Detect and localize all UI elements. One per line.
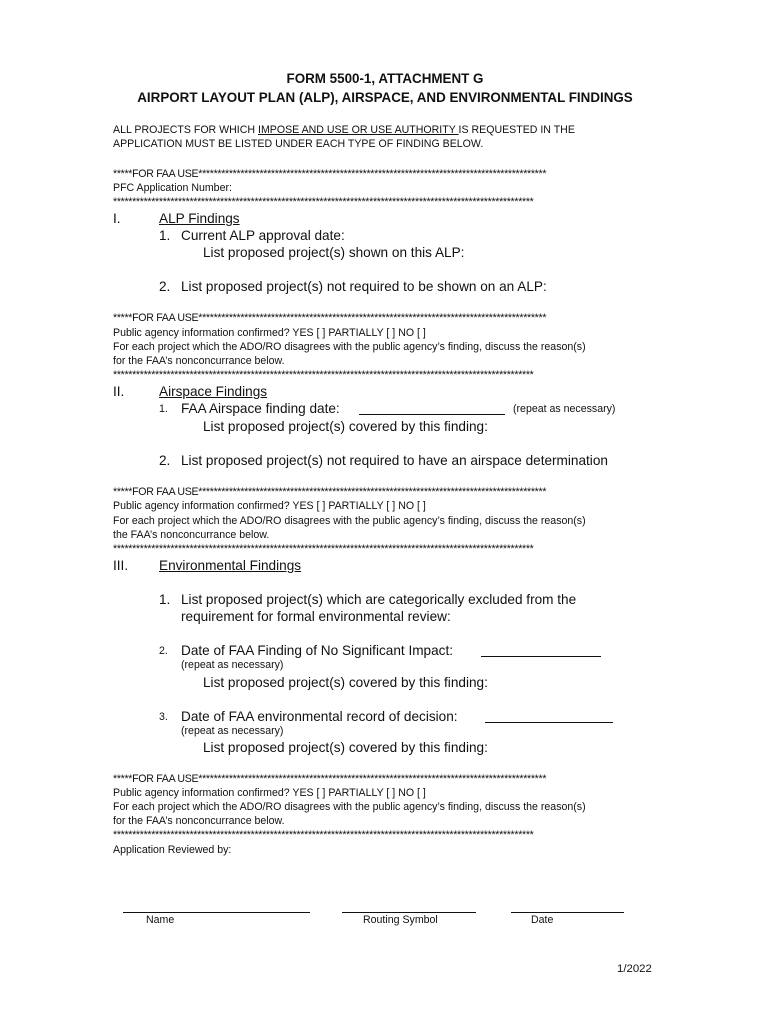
section-heading-airspace: Airspace Findings [159,384,268,399]
intro-line-1 [113,124,575,136]
rod-projects-covered-label: List proposed project(s) covered by this finding: [203,740,488,755]
faa-use-header: *****FOR FAA USE******************************************************************************************* [113,312,547,324]
categorical-exclusion-label-2: requirement for formal environmental review: [181,609,451,624]
date-label: Date [531,914,554,926]
section-numeral: I. [113,211,121,226]
faa-use-footer: ************************************************************************************************************** [113,369,534,381]
item-number: 2. [159,645,168,657]
section-numeral: II. [113,384,125,399]
repeat-note: (repeat as necessary) [181,725,284,737]
nonconcurrence-instructions: For each project which the ADO/RO disagrees with the public agency’s finding, discuss the reason(s) [113,515,586,527]
alp-projects-shown-label: List proposed project(s) shown on this ALP: [203,245,465,260]
faa-use-header: *****FOR FAA USE******************************************************************************************* [113,486,547,498]
name-label: Name [146,914,175,926]
nonconcurrence-instructions-2: for the FAA’s nonconcurrance below. [113,355,285,367]
faa-use-footer: ************************************************************************************************************** [113,196,534,208]
rod-date-label: Date of FAA environmental record of decision: [181,709,458,724]
intro-line-2: APPLICATION MUST BE LISTED UNDER EACH TYPE OF FINDING BELOW. [113,138,484,150]
item-number: 1. [159,228,171,243]
fonsi-date-label: Date of FAA Finding of No Significant Impact: [181,643,454,658]
nonconcurrence-instructions-2: for the FAA’s nonconcurrance below. [113,815,285,827]
fonsi-date-field[interactable] [481,644,601,657]
public-agency-confirmed: Public agency information confirmed? YES [ ] PARTIALLY [ ] NO [ ] [113,787,426,799]
form-subtitle: AIRPORT LAYOUT PLAN (ALP), AIRSPACE, AND ENVIRONMENTAL FINDINGS [137,90,633,105]
item-number: 1. [159,403,168,415]
intro-text-end: IS REQUESTED IN THE [458,124,575,136]
airspace-not-required-label: List proposed project(s) not required to have an airspace determination [181,453,608,468]
faa-use-header: *****FOR FAA USE******************************************************************************************* [113,168,547,180]
alp-approval-date-label: Current ALP approval date: [181,228,345,243]
airspace-finding-date-label: FAA Airspace finding date: [181,401,340,416]
form-title: FORM 5500-1, ATTACHMENT G [286,71,484,86]
nonconcurrence-instructions-2: the FAA’s nonconcurrance below. [113,529,270,541]
fonsi-projects-covered-label: List proposed project(s) covered by this finding: [203,675,488,690]
routing-symbol-line[interactable] [342,912,476,913]
form-revision-date: 1/2022 [617,963,652,975]
categorical-exclusion-label: List proposed project(s) which are categorically excluded from the [181,592,577,607]
public-agency-confirmed: Public agency information confirmed? YES [ ] PARTIALLY [ ] NO [ ] [113,327,426,339]
application-reviewed-by-label: Application Reviewed by: [113,844,232,856]
repeat-note: (repeat as necessary) [181,659,284,671]
faa-use-footer: ************************************************************************************************************** [113,829,534,841]
public-agency-confirmed: Public agency information confirmed? YES [ ] PARTIALLY [ ] NO [ ] [113,500,426,512]
section-heading-alp: ALP Findings [159,211,240,226]
airspace-finding-date-field[interactable] [359,402,505,415]
routing-symbol-label: Routing Symbol [363,914,438,926]
section-heading-environmental: Environmental Findings [159,558,302,573]
item-number: 1. [159,592,171,607]
rod-date-field[interactable] [485,710,613,723]
date-line[interactable] [511,912,624,913]
item-number: 3. [159,711,168,723]
airspace-projects-covered-label: List proposed project(s) covered by this finding: [203,419,488,434]
section-numeral: III. [113,558,129,573]
item-number: 2. [159,279,171,294]
faa-use-header: *****FOR FAA USE******************************************************************************************* [113,773,547,785]
faa-use-footer: ************************************************************************************************************** [113,543,534,555]
nonconcurrence-instructions: For each project which the ADO/RO disagrees with the public agency’s finding, discuss the reason(s) [113,801,586,813]
item-number: 2. [159,453,171,468]
repeat-note: (repeat as necessary) [513,403,616,415]
name-signature-line[interactable] [123,912,310,913]
nonconcurrence-instructions: For each project which the ADO/RO disagrees with the public agency’s finding, discuss the reason(s) [113,341,586,353]
alp-projects-not-shown-label: List proposed project(s) not required to be shown on an ALP: [181,279,547,294]
pfc-application-number-label: PFC Application Number: [113,182,232,194]
intro-underlined-text: IMPOSE AND USE OR USE AUTHORITY [258,124,459,136]
intro-text: ALL PROJECTS FOR WHICH [113,124,258,136]
